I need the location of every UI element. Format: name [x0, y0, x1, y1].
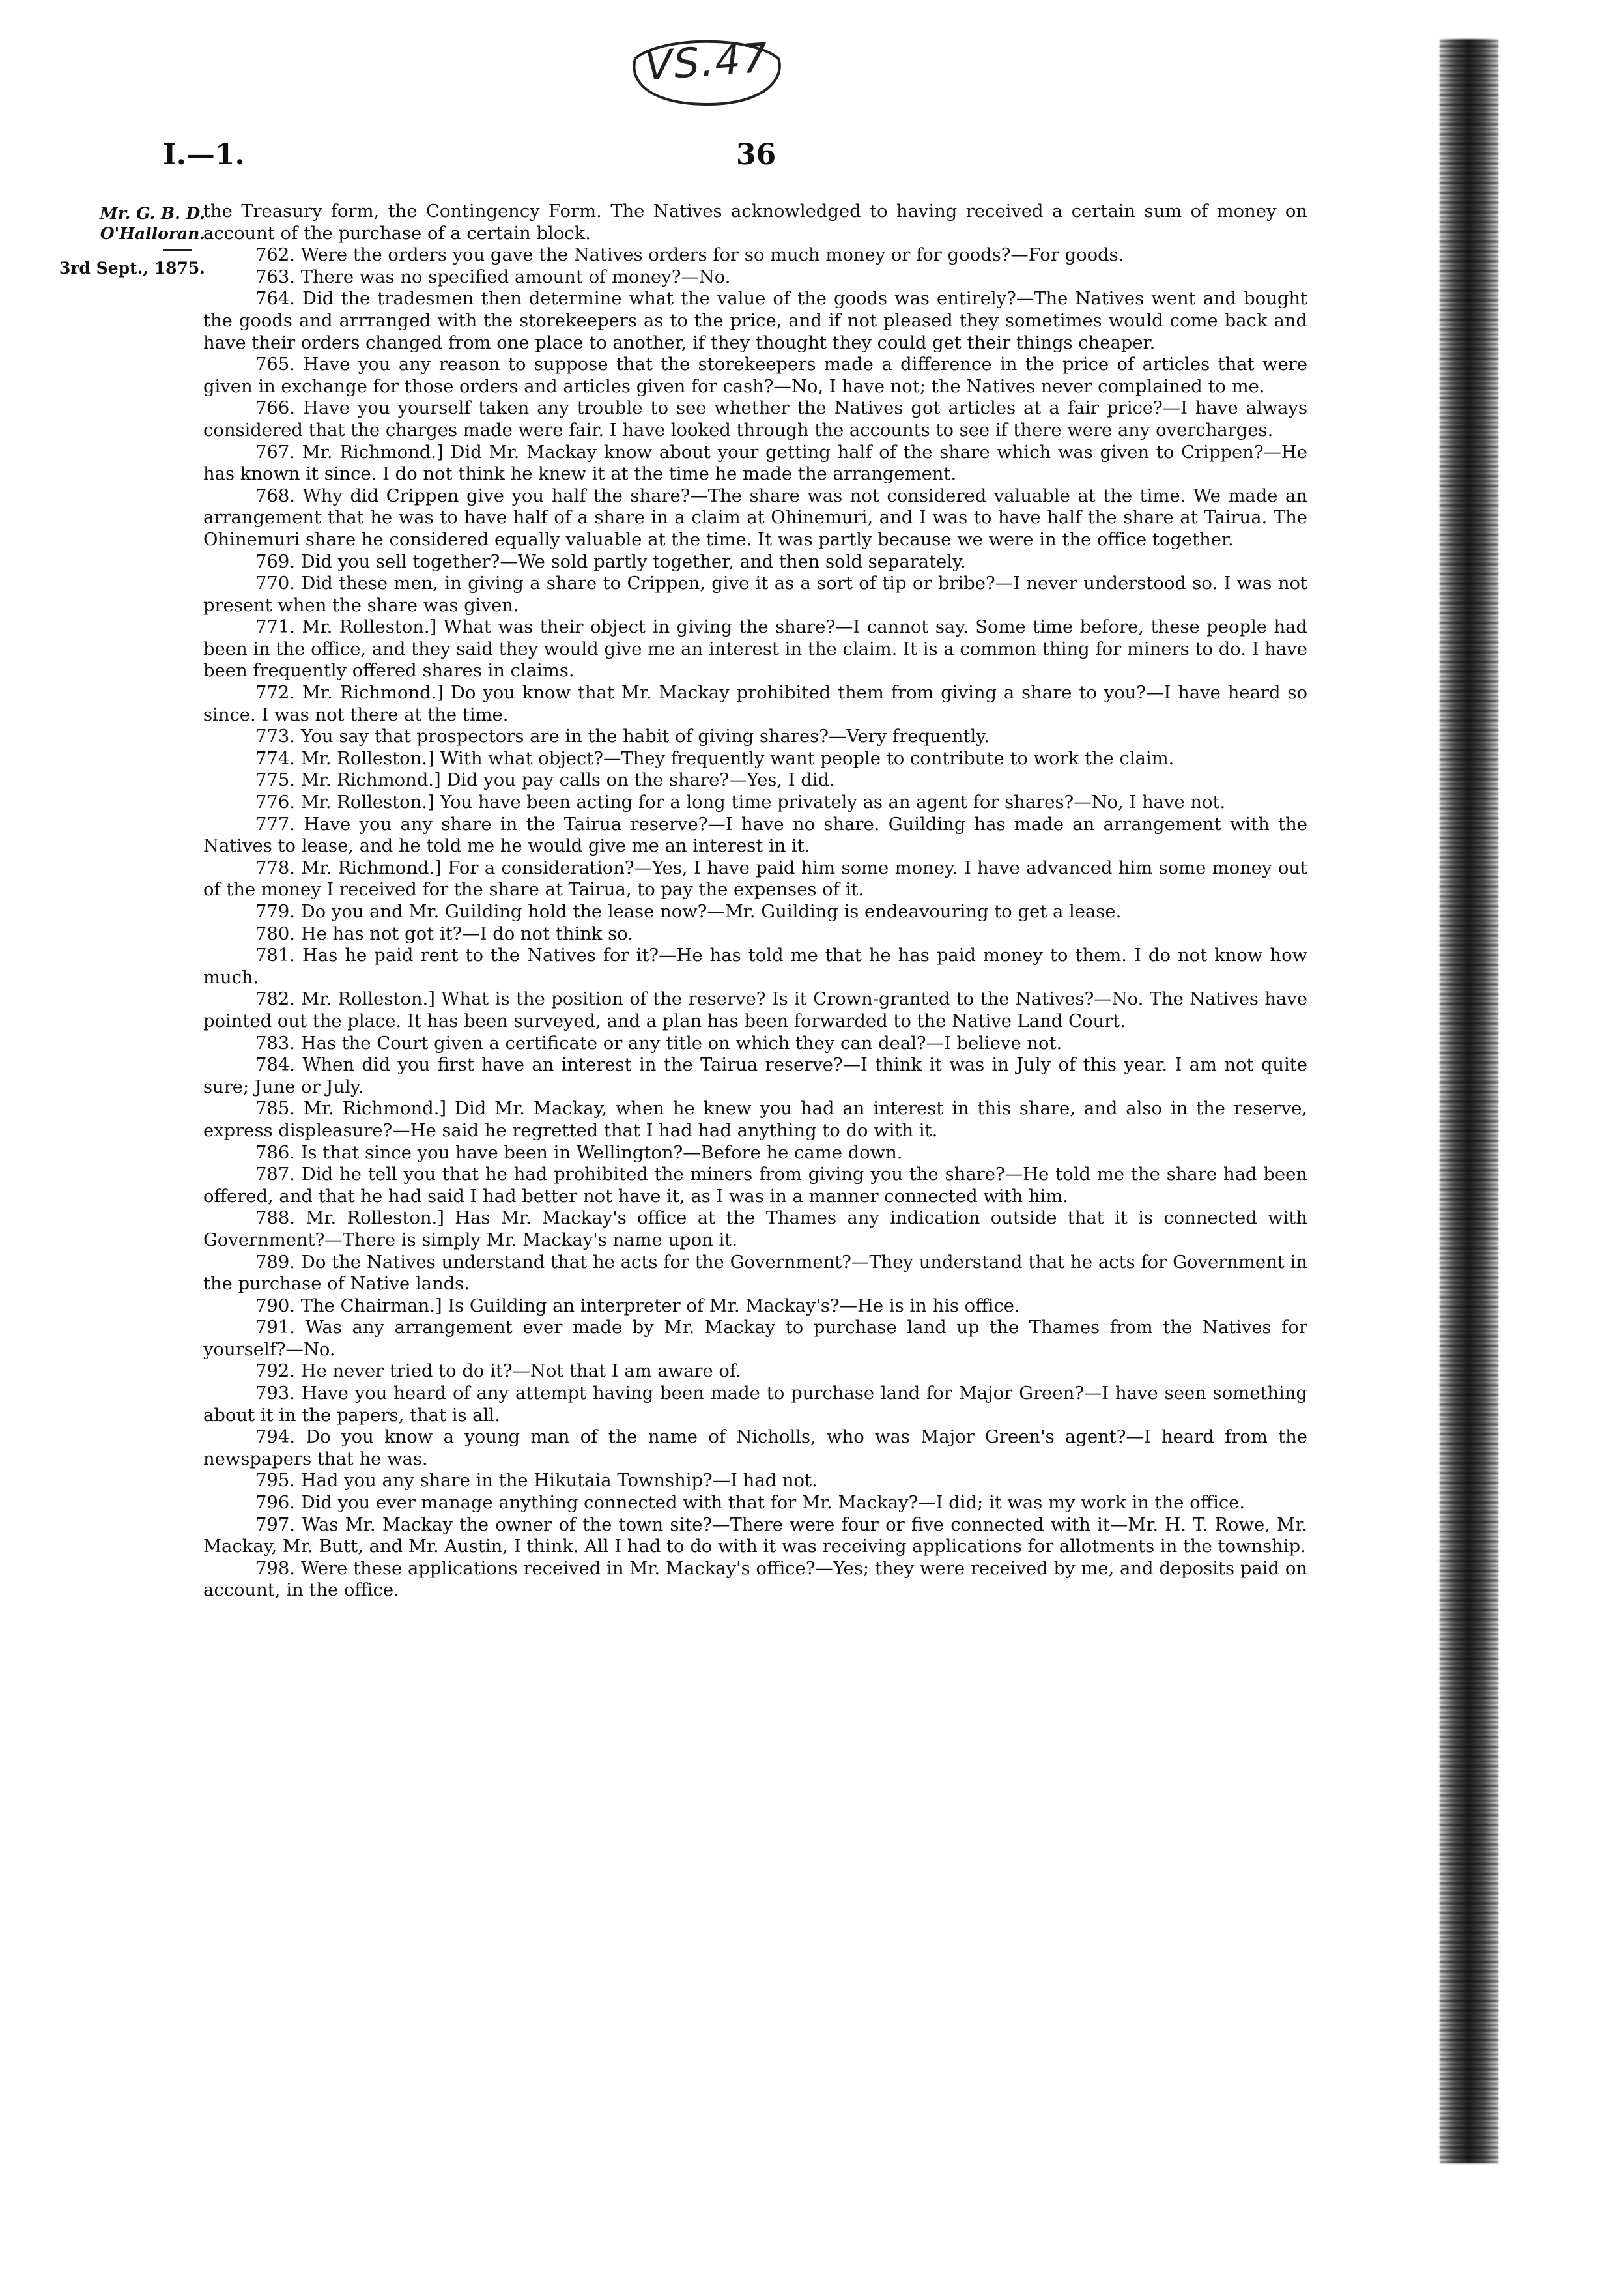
paragraph: 765. Have you any reason to suppose that the storekeepers made a difference in the price of articles that were given in exchange for those orders and articles given for cash?—No, I have not; the Natives never complained to me.	[203, 354, 1307, 397]
page-edge-scan-shadow	[1440, 39, 1498, 2163]
paragraph: 763. There was no specified amount of money?—No.	[255, 266, 731, 287]
paragraph: 766. Have you yourself taken any trouble to see whether the Natives got articles at a fair price?—I have always considered that the charges made were fair. I have looked through the accounts to see if there were any overcharges.	[203, 398, 1307, 440]
paragraph: 772. Mr. Richmond.] Do you know that Mr. Mackay prohibited them from giving a share to you?—I have heard so since. I was not there at the time.	[203, 683, 1307, 725]
paragraph: 774. Mr. Rolleston.] With what object?—They frequently want people to contribute to work the claim.	[255, 748, 1175, 769]
document-code: I.—1.	[163, 138, 245, 171]
paragraph: 787. Did he tell you that he had prohibited the miners from giving you the share?—He told me the share had been offered, and that he had said I had better not have it, as I was in a manner connected with him.	[203, 1164, 1307, 1207]
stamp-text: VS.47	[643, 33, 771, 90]
paragraph: 790. The Chairman.] Is Guilding an interpreter of Mr. Mackay's?—He is in his office.	[255, 1295, 1020, 1316]
paragraph: 780. He has not got it?—I do not think so.	[255, 923, 633, 944]
paragraph: 797. Was Mr. Mackay the owner of the town site?—There were four or five connected with it—Mr. H. T. Rowe, Mr. Mackay, Mr. Butt, and Mr. Austin, I think. All I had to do with it was receiving applications for allotments in the township.	[203, 1514, 1307, 1557]
paragraph: 794. Do you know a young man of the name of Nicholls, who was Major Green's agent?—I heard from the newspapers that he was.	[203, 1427, 1307, 1469]
paragraph: 796. Did you ever manage anything connected with that for Mr. Mackay?—I did; it was my work in the office.	[255, 1493, 1246, 1514]
paragraph: 777. Have you any share in the Tairua reserve?—I have no share. Guilding has made an arrangement with the Natives to lease, and he told me he would give me an interest in it.	[203, 814, 1307, 857]
paragraph: 764. Did the tradesmen then determine what the value of the goods was entirely?—The Natives went and bought the goods and arrranged with the storekeepers as to the price, and if not pleased they sometimes would come back and have their orders changed from one place to another, if they thought they could get their things cheaper.	[203, 289, 1307, 353]
paragraph: 798. Were these applications received in Mr. Mackay's office?—Yes; they were received by me, and deposits paid on account, in the office.	[203, 1558, 1307, 1601]
paragraph: 783. Has the Court given a certificate or any title on which they can deal?—I believe not.	[255, 1033, 1062, 1054]
paragraph: 778. Mr. Richmond.] For a consideration?—Yes, I have paid him some money. I have advanced him some money out of the money I received for the share at Tairua, to pay the expenses of it.	[203, 857, 1307, 900]
paragraph: 789. Do the Natives understand that he acts for the Government?—They understand that he acts for Government in the purchase of Native lands.	[203, 1252, 1307, 1295]
paragraph: 792. He never tried to do it?—Not that I am aware of.	[255, 1361, 741, 1382]
paragraph: 786. Is that since you have been in Wellington?—Before he came down.	[255, 1142, 903, 1163]
paragraph: 788. Mr. Rolleston.] Has Mr. Mackay's office at the Thames any indication outside that it is connected with Government?—There is simply Mr. Mackay's name upon it.	[203, 1208, 1307, 1250]
paragraph: 771. Mr. Rolleston.] What was their object in giving the share?—I cannot say. Some time before, these people had been in the office, and they said they would give me an interest in the claim. It is a common thing for miners to do. I have been frequently offered shares in claims.	[203, 617, 1307, 682]
paragraph: 791. Was any arrangement ever made by Mr. Mackay to purchase land up the Thames from the Natives for yourself?—No.	[203, 1317, 1307, 1360]
margin-date: 3rd Sept., 1875.	[59, 259, 205, 278]
paragraph: 768. Why did Crippen give you half the share?—The share was not considered valuable at the time. We made an arrangement that he was to have half of a share in a claim at Ohinemuri, and I was to have half the share at Tairua. The Ohinemuri share he considered equally valuable at the time. It was partly because we were in the office together.	[203, 485, 1307, 550]
paragraph: 775. Mr. Richmond.] Did you pay calls on the share?—Yes, I did.	[255, 770, 835, 791]
paragraph: 785. Mr. Richmond.] Did Mr. Mackay, when he knew you had an interest in this share, and also in the reserve, express displeasure?—He said he regretted that I had had anything to do with it.	[203, 1099, 1307, 1141]
paragraph: 782. Mr. Rolleston.] What is the position of the reserve? Is it Crown-granted to the Natives?—No. The Natives have pointed out the place. It has been surveyed, and a plan has been forwarded to the Native Land Court.	[203, 989, 1307, 1031]
paragraph: 784. When did you first have an interest in the Tairua reserve?—I think it was in July of this year. I am not quite sure; June or July.	[203, 1055, 1307, 1097]
paragraph: 779. Do you and Mr. Guilding hold the lease now?—Mr. Guilding is endeavouring to get a lease.	[255, 902, 1122, 922]
paragraph: 781. Has he paid rent to the Natives for it?—He has told me that he has paid money to them. I do not know how much.	[203, 945, 1307, 988]
archive-stamp	[622, 33, 791, 111]
testimony-body	[203, 201, 1307, 1602]
margin-divider	[163, 249, 192, 251]
paragraph: the Treasury form, the Contingency Form. The Natives acknowledged to having received a certain sum of money on account of the purchase of a certain block.	[203, 201, 1307, 244]
page-number: 36	[736, 138, 776, 171]
margin-witness-name: Mr. G. B. D. O'Halloran.	[100, 204, 205, 243]
paragraph: 776. Mr. Rolleston.] You have been acting for a long time privately as an agent for shares?—No, I have not.	[255, 792, 1226, 813]
paragraph: 795. Had you any share in the Hikutaia Township?—I had not.	[255, 1471, 818, 1491]
paragraph: 762. Were the orders you gave the Natives orders for so much money or for goods?—For goods.	[255, 245, 1124, 266]
paragraph: 767. Mr. Richmond.] Did Mr. Mackay know about your getting half of the share which was given to Crippen?—He has known it since. I do not think he knew it at the time he made the arrangement.	[203, 442, 1307, 485]
paragraph: 769. Did you sell together?—We sold partly together, and then sold separately.	[255, 551, 966, 572]
paragraph: 770. Did these men, in giving a share to Crippen, give it as a sort of tip or bribe?—I never understood so. I was not present when the share was given.	[203, 573, 1307, 616]
paragraph: 793. Have you heard of any attempt having been made to purchase land for Major Green?—I have seen something about it in the papers, that is all.	[203, 1383, 1307, 1426]
paragraph: 773. You say that prospectors are in the habit of giving shares?—Very frequently.	[255, 726, 990, 747]
